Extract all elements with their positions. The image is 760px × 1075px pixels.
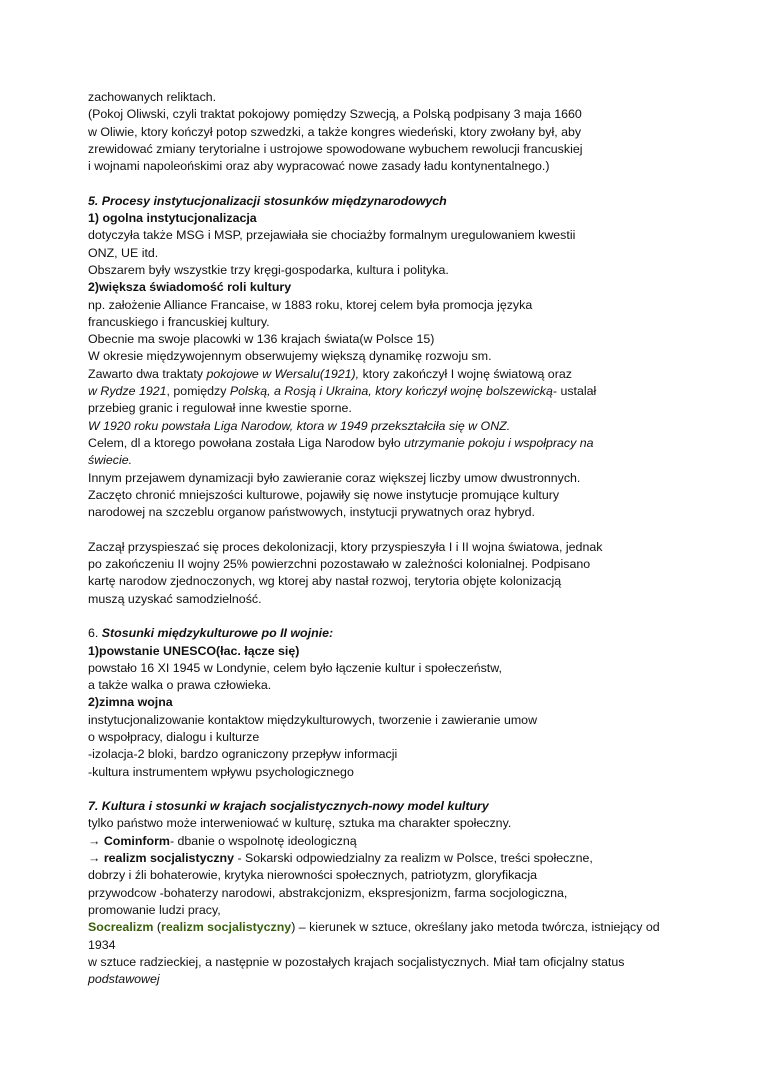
intro-line-1: zachowanych reliktach. bbox=[88, 90, 217, 104]
more-line: Zaczęto chronić mniejszości kulturowe, pojawiły się nowe instytucje promujące kultury bbox=[88, 487, 560, 502]
cominform-desc: - dbanie o wspolnotę ideologiczną bbox=[169, 833, 357, 848]
last-line: w sztuce radzieckiej, a następnie w pozostałych krajach socjalistycznych. Miał tam oficjalny status bbox=[88, 954, 625, 969]
decolon-line: kartę narodow zjednoczonych, wg ktorej aby nastał rozwoj, terytoria objęte kolonizacją bbox=[88, 574, 562, 589]
realizm-desc-line: przywodcow -bohaterzy narodowi, abstrakcjonizm, ekspresjonizm, farma socjologiczna, bbox=[88, 885, 568, 900]
socrealizm-line bbox=[88, 919, 728, 936]
riga-italic: w Rydze 1921 bbox=[88, 384, 167, 399]
treaty-italic: pokojowe w Wersalu(1921), bbox=[206, 366, 360, 381]
decolon-line: po zakończeniu II wojny 25% powierzchni pozostawało w zależności kolonialnej. Podpisano bbox=[88, 557, 591, 572]
intro-line-5: i wojnami napoleońskimi oraz aby wypracować nowe zasady ładu kontynentalnego.) bbox=[88, 159, 550, 174]
aim-line-end: świecie. bbox=[88, 453, 133, 468]
section-6-sub-2-line: instytucjonalizowanie kontaktow międzykulturowych, tworzenie i zawieranie umow bbox=[88, 712, 538, 727]
socrealizm-paren: ( bbox=[153, 920, 162, 935]
intro-line-4: zrewidować zmiany terytorialne i ustrojowe spowodowane wybuchem rewolucji francuskiej bbox=[88, 141, 583, 156]
section-6-sub-1: 1)powstanie UNESCO(łac. łącze się) bbox=[88, 643, 300, 658]
section-6-sub-1-line: a także walka o prawa człowieka. bbox=[88, 678, 272, 693]
section-5-sub-2-line: francuskiego i francuskiej kultury. bbox=[88, 314, 270, 329]
league-line: W 1920 roku powstała Liga Narodow, ktora w 1949 przekształciła się w ONZ. bbox=[88, 418, 511, 433]
section-6-sub-2-line: -izolacja-2 bloki, bardzo ograniczony przepływ informacji bbox=[88, 747, 398, 762]
section-7-line: tylko państwo może interweniować w kulturę, sztuka ma charakter społeczny. bbox=[88, 816, 512, 831]
realizm-desc-line: dobrzy i źli bohaterowie, krytyka nierowności społecznych, patriotyzm, gloryfikacja bbox=[88, 868, 537, 883]
spacer bbox=[88, 521, 728, 538]
cominform-term: Cominform bbox=[103, 833, 170, 848]
riga-text: , pomiędzy bbox=[166, 384, 230, 399]
cominform-line bbox=[88, 833, 728, 850]
decolon-line: Zaczął przyspieszać się proces dekolonizacji, ktory przyspieszyła I i II wojna światowa, jednak bbox=[88, 539, 603, 554]
section-5-sub-1-line: Obszarem były wszystkie trzy kręgi-gospodarka, kultura i polityka. bbox=[88, 262, 449, 277]
section-5-sub-1-line: ONZ, UE itd. bbox=[88, 245, 159, 260]
aim-italic: utrzymanie pokoju i wspołpracy na bbox=[404, 435, 594, 450]
section-6-title: Stosunki międzykulturowe po II wojnie: bbox=[101, 626, 334, 641]
spacer bbox=[88, 608, 728, 625]
section-5-sub-2-line: W okresie międzywojennym obserwujemy większą dynamikę rozwoju sm. bbox=[88, 349, 492, 364]
aim-text: Celem, dl a ktorego powołana została Liga Narodow było bbox=[88, 435, 405, 450]
section-7-heading: 7. Kultura i stosunki w krajach socjalistycznych-nowy model kultury bbox=[88, 799, 489, 814]
realizm-line bbox=[88, 850, 728, 867]
section-5-heading: 5. Procesy instytucjonalizacji stosunków międzynarodowych bbox=[88, 193, 447, 208]
realizm-term: realizm socjalistyczny bbox=[103, 851, 235, 866]
section-5-sub-2-line: Obecnie ma swoje placowki w 136 krajach świata(w Polsce 15) bbox=[88, 332, 435, 347]
intro-line-3: w Oliwie, ktory kończył potop szwedzki, a także kongres wiedeński, ktory zwołany był, aby bbox=[88, 124, 582, 139]
socrealizm-alt-term: realizm socjalistyczny bbox=[161, 920, 292, 935]
more-line: Innym przejawem dynamizacji było zawieranie coraz większej liczby umow dwustronnych. bbox=[88, 470, 581, 485]
spacer bbox=[88, 781, 728, 798]
section-6-heading bbox=[88, 625, 728, 642]
riga-line bbox=[88, 383, 728, 400]
riga-text: - ustalał bbox=[552, 384, 597, 399]
treaty-text: ktory zakończył I wojnę światową oraz bbox=[359, 366, 572, 381]
socrealizm-desc: ) – kierunek w sztuce, określany jako metoda twórcza, istniejący od bbox=[291, 920, 660, 935]
section-6-number: 6. bbox=[88, 626, 102, 641]
aim-line bbox=[88, 435, 728, 452]
decolon-line: muszą uzyskać samodzielność. bbox=[88, 591, 262, 606]
document-page bbox=[88, 89, 728, 988]
socrealizm-term: Socrealizm bbox=[88, 920, 154, 935]
realizm-desc-line: promowanie ludzi pracy, bbox=[88, 902, 221, 917]
section-6-sub-2: 2)zimna wojna bbox=[88, 695, 173, 710]
more-line: narodowej na szczeblu organow państwowych, instytucji prywatnych oraz hybryd. bbox=[88, 505, 535, 520]
realizm-desc: - Sokarski odpowiedzialny za realizm w Polsce, treści społeczne, bbox=[234, 851, 593, 866]
section-5-sub-1: 1) ogolna instytucjonalizacja bbox=[88, 211, 257, 226]
riga-italic: Polską, a Rosją i Ukraina, ktory kończył wojnę bolszewicką bbox=[229, 384, 553, 399]
year-line: 1934 bbox=[88, 937, 116, 952]
section-5-sub-2: 2)większa świadomość roli kultury bbox=[88, 280, 292, 295]
section-5-sub-2-line: np. założenie Alliance Francaise, w 1883 roku, ktorej celem była promocja języka bbox=[88, 297, 533, 312]
section-6-sub-2-line: o wspołpracy, dialogu i kulturze bbox=[88, 729, 260, 744]
section-6-sub-1-line: powstało 16 XI 1945 w Londynie, celem było łączenie kultur i społeczeństw, bbox=[88, 660, 502, 675]
spacer bbox=[88, 175, 728, 192]
arrow-icon: → bbox=[88, 833, 101, 848]
intro-line-2: (Pokoj Oliwski, czyli traktat pokojowy pomiędzy Szwecją, a Polską podpisany 3 maja 1660 bbox=[88, 107, 582, 122]
treaty-text: Zawarto dwa traktaty bbox=[88, 366, 207, 381]
final-line: podstawowej bbox=[88, 972, 160, 987]
section-5-sub-1-line: dotyczyła także MSG i MSP, przejawiała sie chociażby formalnym uregulowaniem kwestii bbox=[88, 228, 576, 243]
border-line: przebieg granic i regulował inne kwestie sporne. bbox=[88, 401, 352, 416]
section-6-sub-2-line: -kultura instrumentem wpływu psychologicznego bbox=[88, 764, 354, 779]
treaty-line bbox=[88, 366, 728, 383]
arrow-icon: → bbox=[88, 851, 101, 866]
